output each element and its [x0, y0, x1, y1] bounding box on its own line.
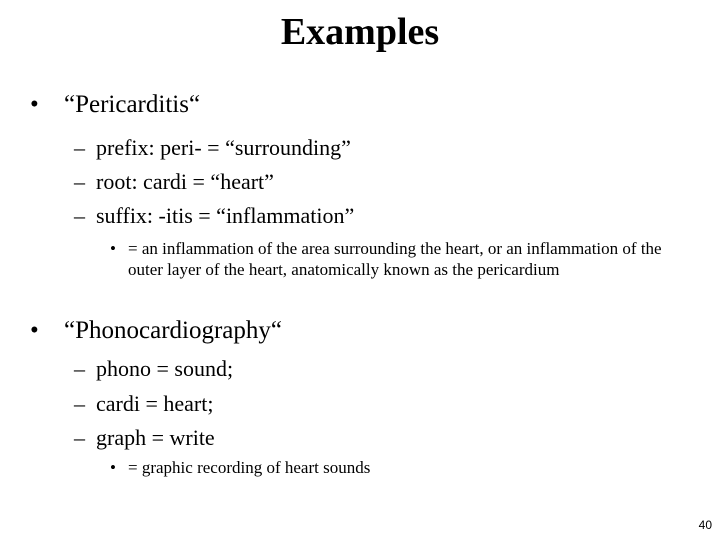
term-part: cardi = heart;	[96, 391, 214, 416]
dash-marker: –	[74, 356, 85, 381]
dash-marker: –	[74, 391, 85, 416]
dash-marker: –	[74, 135, 85, 160]
slide-title: Examples	[280, 11, 440, 53]
bullet-marker: •	[30, 91, 39, 118]
note-marker: •	[110, 239, 116, 258]
term-part: phono = sound;	[96, 356, 234, 381]
term-part: graph = write	[96, 425, 215, 450]
dash-marker: –	[74, 203, 85, 228]
dash-marker: –	[74, 425, 85, 450]
term-heading: “Pericarditis“	[64, 91, 201, 118]
bullet-marker: •	[30, 317, 39, 344]
definition-note: = an inflammation of the area surrounding the heart, or an inflammation of the outer layer of the heart, anatomically known as the pericardium	[128, 239, 662, 279]
note-marker: •	[110, 458, 116, 477]
term-part: prefix: peri- = “surrounding”	[96, 135, 351, 160]
page-number: 40	[698, 518, 712, 532]
term-heading: “Phonocardiography“	[64, 317, 282, 344]
term-part: suffix: -itis = “inflammation”	[96, 203, 355, 228]
term-part: root: cardi = “heart”	[96, 169, 274, 194]
definition-note: = graphic recording of heart sounds	[128, 458, 371, 477]
dash-marker: –	[74, 169, 85, 194]
